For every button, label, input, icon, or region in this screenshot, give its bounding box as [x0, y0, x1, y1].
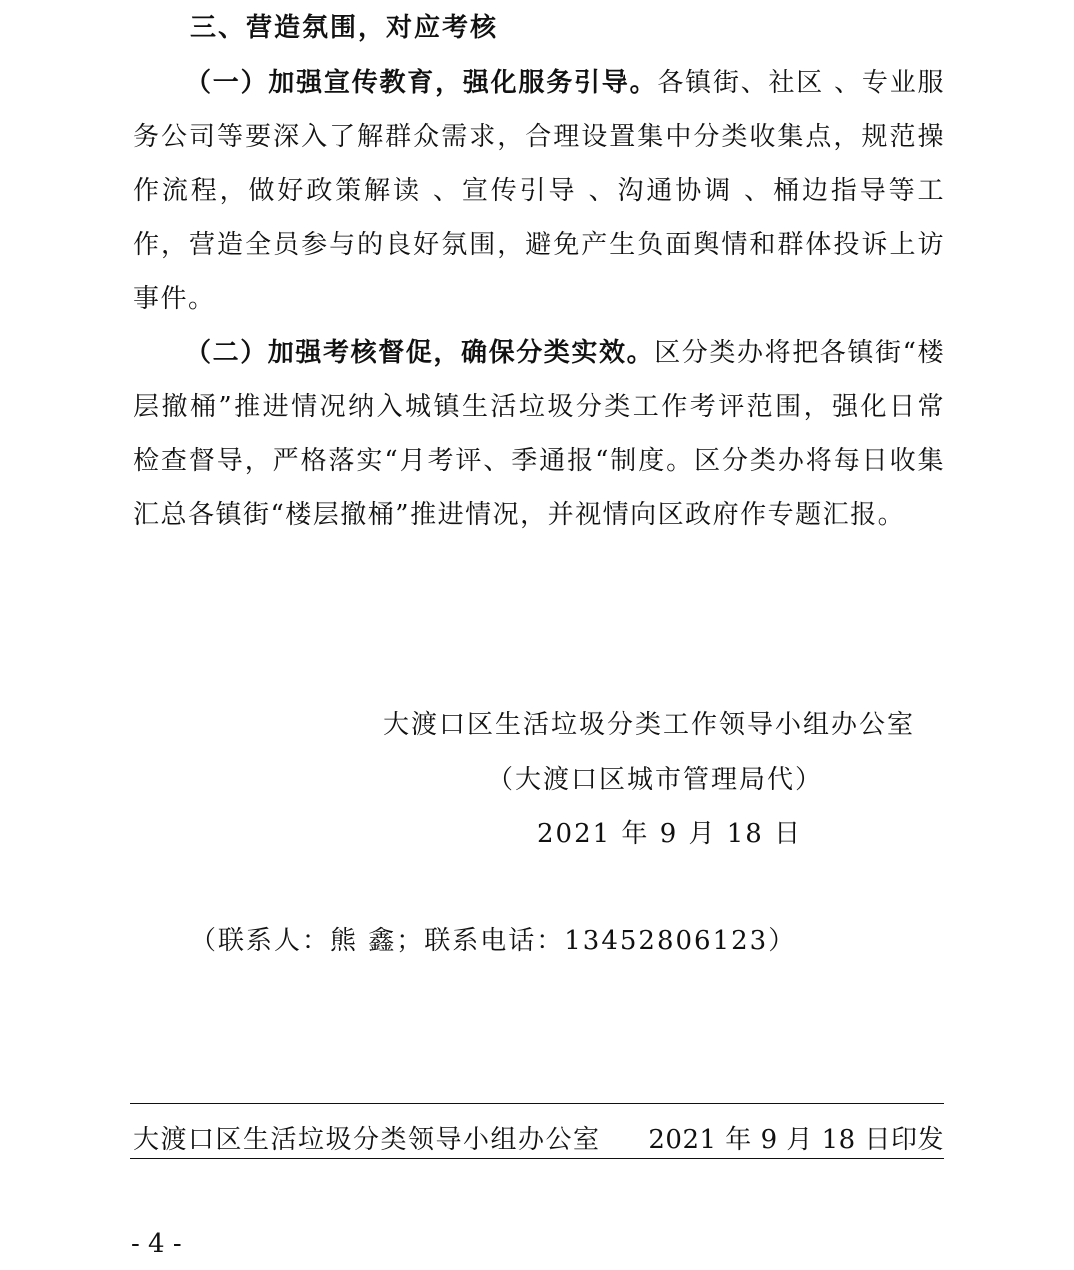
- signature-organization: 大渡口区生活垃圾分类工作领导小组办公室: [383, 710, 916, 740]
- page-number: - 4 -: [131, 1229, 182, 1259]
- footer-top-rule: [130, 1103, 944, 1104]
- paragraph-body: 区分类办将把各镇街“楼层撤桶”推进情况纳入城镇生活垃圾分类工作考评范围，强化日常检查督导，严格落实“月考评、季通报“制度。区分类办将每日收集汇总各镇街“楼层撤桶”推进情况，并视情向区政府作专题汇报。: [133, 338, 945, 530]
- section-heading: 三、营造氛围，对应考核: [190, 13, 499, 43]
- footer-issue-date: 2021 年 9 月 18 日印发: [648, 1125, 944, 1155]
- signature-on-behalf: （大渡口区城市管理局代）: [487, 765, 824, 795]
- contact-info: （联系人：熊 鑫；联系电话：13452806123）: [190, 926, 797, 956]
- footer-issuer: 大渡口区生活垃圾分类领导小组办公室: [133, 1125, 601, 1155]
- footer-bottom-rule: [130, 1158, 944, 1159]
- paragraph-lead: （二）加强考核督促，确保分类实效。: [185, 338, 655, 368]
- paragraph-body: 各镇街、社区 、专业服务公司等要深入了解群众需求，合理设置集中分类收集点，规范操作流程，做好政策解读 、宣传引导 、沟通协调 、桶边指导等工作，营造全员参与的良好氛围，避免产生负面舆情和群体投诉上访事件。: [133, 68, 945, 314]
- issuance-footer: [130, 1120, 944, 1160]
- paragraph-publicity: [133, 56, 945, 326]
- signature-date: 2021 年 9 月 18 日: [537, 819, 803, 849]
- paragraph-assessment: [133, 326, 945, 542]
- paragraph-lead: （一）加强宣传教育，强化服务引导。: [185, 68, 658, 98]
